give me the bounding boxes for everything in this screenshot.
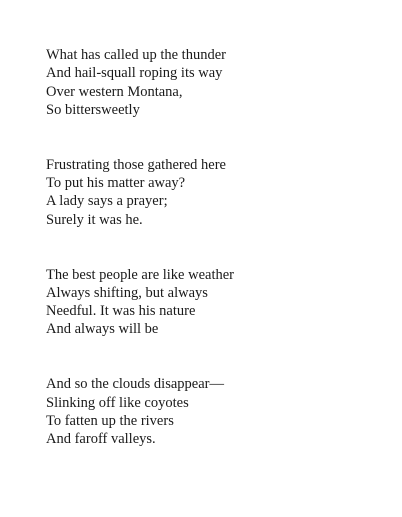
poem-line: And always will be: [46, 321, 159, 338]
stanza-4: [46, 375, 386, 448]
poem-line: A lady says a prayer;: [46, 193, 168, 210]
poem-line: Needful. It was his nature: [46, 303, 196, 320]
poem-line: And faroff valleys.: [46, 431, 156, 448]
stanza-3: [46, 266, 386, 339]
poem-line: Surely it was he.: [46, 211, 143, 228]
poem-line: Over western Montana,: [46, 83, 183, 100]
poem-line: To put his matter away?: [46, 175, 186, 192]
poem-line: Always shifting, but always: [46, 284, 208, 301]
poem-line: And hail-squall roping its way: [46, 65, 223, 82]
poem-line: And so the clouds disappear—: [46, 376, 224, 393]
poem-line: The best people are like weather: [46, 266, 235, 283]
stanza-2: [46, 156, 386, 229]
poem-line: To fatten up the rivers: [46, 412, 174, 429]
stanza-1: [46, 46, 386, 119]
poem-line: What has called up the thunder: [46, 47, 226, 63]
poem-line: So bittersweetly: [46, 101, 140, 118]
poem-body: [46, 46, 386, 485]
poem-line: Slinking off like coyotes: [46, 394, 189, 411]
poem-line: Frustrating those gathered here: [46, 156, 226, 173]
